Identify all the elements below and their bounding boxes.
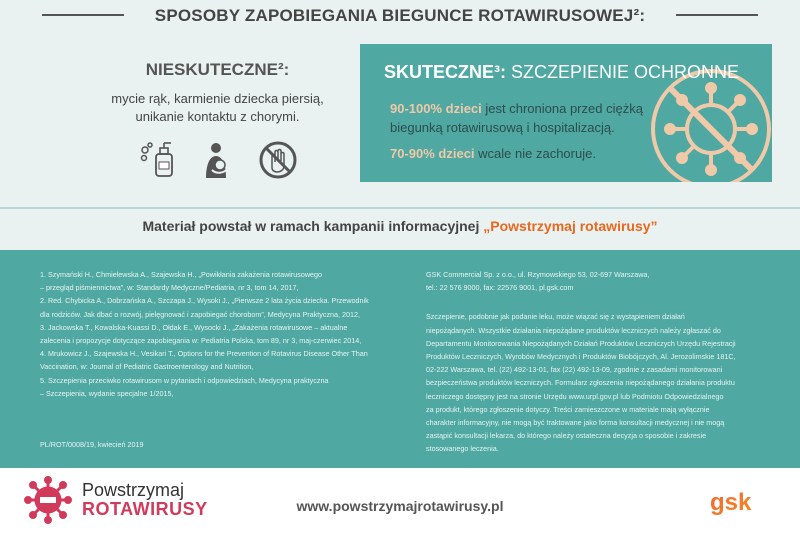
header-rule-left [42,14,124,16]
logo-line-2: ROTAWIRUSY [82,499,208,519]
reference-line: 2. Red. Chybicka A., Dobrzańska A., Szczapa J., Wysoki J., „Pierwsze 2 lata życia dziecka. Przewodnik [40,296,369,306]
reference-line: – przegląd piśmiennictwa”, w: Standardy Medyczne/Pediatria, nr 3, tom 14, 2017, [40,283,299,293]
notice-line: niepożądanych. Wszystkie działania niepożądane produktów leczniczych należy zgłaszać do [426,325,721,335]
effective-stat-1 [390,100,680,138]
reference-code: PL/ROT/0008/19, kwiecień 2019 [40,440,144,449]
page-title: SPOSOBY ZAPOBIEGANIA BIEGUNCE ROTAWIRUSOWEJ²: [154,6,646,25]
gsk-address-line: tel.: 22 576 9000, fax: 22576 9001, pl.gsk.com [426,283,574,293]
notice-line: stosowanego leczenia. [426,444,499,454]
reference-line: 5. Szczepienia przeciwko rotawirusom w pytaniach i odpowiedziach, Medycyna praktyczna [40,375,329,385]
logo-line-1: Powstrzymaj [82,480,185,501]
no-touch-icon [258,140,298,180]
ineffective-title: NIESKUTECZNE²: [145,60,290,79]
effective-title-bold: SKUTECZNE³: [384,62,506,82]
campaign-name: „Powstrzymaj rotawirusy” [483,218,658,234]
campaign-text: Materiał powstał w ramach kampanii informacyjnej [142,218,484,234]
notice-line: leczniczego dostępny jest na stronie Urzędu www.urpl.gov.pl lub Podmiotu Odpowiedzialnego [426,391,724,401]
breastfeeding-icon [198,140,238,180]
hand-soap-icon [138,140,178,180]
section-divider [0,207,800,209]
reference-line: Vaccination, w: Journal of Pediatric Gastroenterology and Nutrition, [40,362,254,372]
gsk-logo[interactable] [706,482,766,522]
reference-line: 3. Jackowska T., Kowalska-Kuassi D., Ołdak E., Wysocki J., „Zakażenia rotawirusowe – aktualne [40,322,348,332]
ineffective-text-line1: mycie rąk, karmienie dziecka piersią, [111,91,324,106]
gsk-address-line: GSK Commercial Sp. z o.o., ul. Rzymowskiego 53, 02-697 Warszawa, [426,270,650,279]
reference-line: zalecenia i propozycje dotyczące zapobiegania w: Pediatria Polska, tom 89, nr 3, maj-czerwiec 2014, [40,336,362,346]
notice-line: 02-222 Warszawa, tel. (22) 492-13-01, fax (22) 492-13-09, zgodnie z zasadami monitorowani [426,365,723,375]
gsk-info [426,268,781,456]
effective-panel [360,44,772,182]
ineffective-text [80,90,355,126]
notice-line: charakter informacyjny, nie mogą być traktowane jako forma konsultacji medycznej i nie mogą [426,418,725,428]
notice-line: Departamentu Monitorowania Niepożądanych Działań Produktów Leczniczych Urzędu Rejestracji [426,338,736,348]
effective-title [384,62,739,83]
legal-panel [0,250,800,468]
effective-title-rest: SZCZEPIENIE OCHRONNE [506,62,740,82]
ineffective-panel [80,60,355,180]
footer [0,468,800,533]
ineffective-text-line2: unikanie kontaktu z chorymi. [135,109,300,125]
notice-line: za produkt, którego zgłoszenie dotyczy. Treści zamieszczone w materiale mają wyłącznie [426,404,710,414]
effective-stat-1-highlight: 90-100% dzieci [390,101,482,116]
notice-line: Szczepienie, podobnie jak podanie leku, może wiązać się z wystąpieniem działań [426,312,685,322]
header-rule-right [676,14,758,16]
references-list [40,268,385,400]
svg-text:gsk: gsk [710,489,752,516]
safety-notice [426,310,781,455]
reference-line: 4. Mrukowicz J., Szajewska H., Vesikari T., Options for the Prevention of Rotavirus Disease Other Than [40,349,368,359]
reference-line: 1. Szymański H., Chmielewska A., Szajewska H., „Powikłania zakażenia rotawirusowego [40,270,323,279]
notice-line: Produktów Leczniczych, Wyrobów Medycznych i Produktów Biobójczych, Al. Jerozolimskie 181C, [426,352,736,362]
notice-line: zastąpić konsultacji lekarza, do którego należy ostateczna decyzja o sposobie i zakresie [426,431,707,441]
effective-stat-2-text: wcale nie zachoruje. [474,146,596,161]
reference-line: dla rodziców. Jak dbać o rozwój, pielęgnować i zapobiegać chorobom”, Medycyna Praktyczna, 2012, [40,309,361,319]
reference-line: – Szczepienia, wydanie specjalne 1/2015, [40,388,174,398]
campaign-line [0,218,800,234]
effective-stat-1-text: jest chroniona przed ciężką biegunką rotawirusową i hospitalizacją. [390,101,643,135]
effective-stat-2 [390,146,680,161]
notice-line: bezpieczeństwa produktów leczniczych. Formularz zgłoszenia niepożądanego działania produktu [426,378,735,388]
ineffective-icons [80,140,355,180]
effective-stat-2-highlight: 70-90% dzieci [390,146,475,161]
campaign-url[interactable]: www.powstrzymajrotawirusy.pl [296,498,504,514]
header [0,0,800,32]
